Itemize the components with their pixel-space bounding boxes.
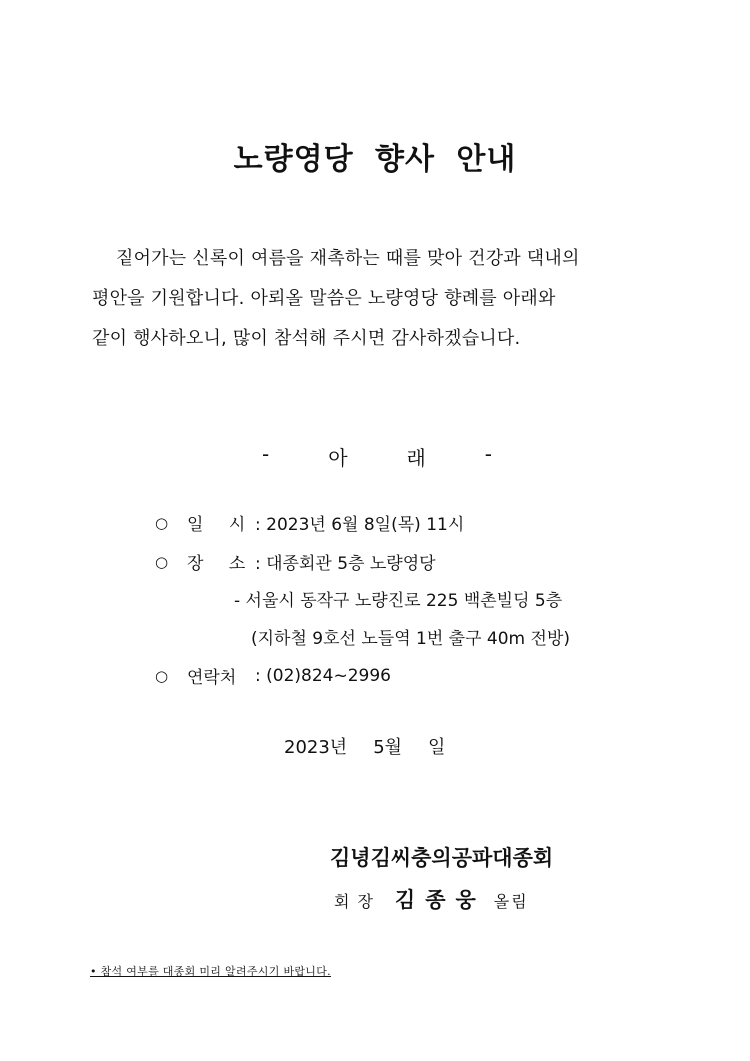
date-month: 5월: [373, 737, 403, 758]
signature-line: [334, 884, 529, 914]
below-dash-right: -: [484, 442, 492, 466]
place-value: : 대종회관 5층 노량영당: [255, 554, 436, 574]
signer-role: 회장: [334, 892, 381, 911]
signer-name: 김종웅: [394, 888, 486, 912]
organization-name: 김녕김씨충의공파대종회: [330, 846, 554, 870]
place-directions: (지하철 9호선 노들역 1번 출구 40m 전방): [251, 629, 570, 649]
detail-datetime: [155, 510, 464, 535]
body-line-1: 짙어가는 신록이 여름을 재촉하는 때를 맞아 건강과 댁내의: [116, 248, 580, 269]
contact-value: : (02)824~2996: [255, 665, 391, 686]
datetime-value: : 2023년 6월 8일(목) 11시: [255, 515, 465, 535]
date-year: 2023년: [284, 737, 348, 758]
bullet-icon: ○: [155, 666, 169, 685]
place-label: 장 소: [187, 554, 256, 574]
detail-place: [155, 549, 436, 574]
place-address: - 서울시 동작구 노량진로 225 백촌빌딩 5층: [234, 591, 563, 611]
below-dash-left: -: [262, 442, 270, 466]
body-line-2: 평안을 기원합니다. 아뢰올 말씀은 노량영당 향례를 아래와: [92, 288, 556, 309]
issue-date: [284, 733, 445, 759]
contact-label: 연락처: [187, 668, 237, 688]
below-char-1: 아: [328, 446, 348, 470]
bullet-icon: ○: [155, 513, 169, 532]
body-line-3: 같이 행사하오니, 많이 참석해 주시면 감사하겠습니다.: [92, 328, 521, 349]
date-day: 일: [428, 737, 446, 758]
below-heading: [262, 442, 492, 471]
below-char-2: 래: [406, 446, 426, 470]
datetime-label: 일 시: [187, 515, 256, 535]
footnote: • 참석 여부를 대종회 미리 알려주시기 바랍니다.: [90, 965, 331, 978]
bullet-icon: ○: [155, 552, 169, 571]
detail-contact: [155, 663, 391, 688]
document-title: 노량영당 향사 안내: [233, 142, 517, 177]
signature-closing: 올림: [493, 892, 529, 911]
